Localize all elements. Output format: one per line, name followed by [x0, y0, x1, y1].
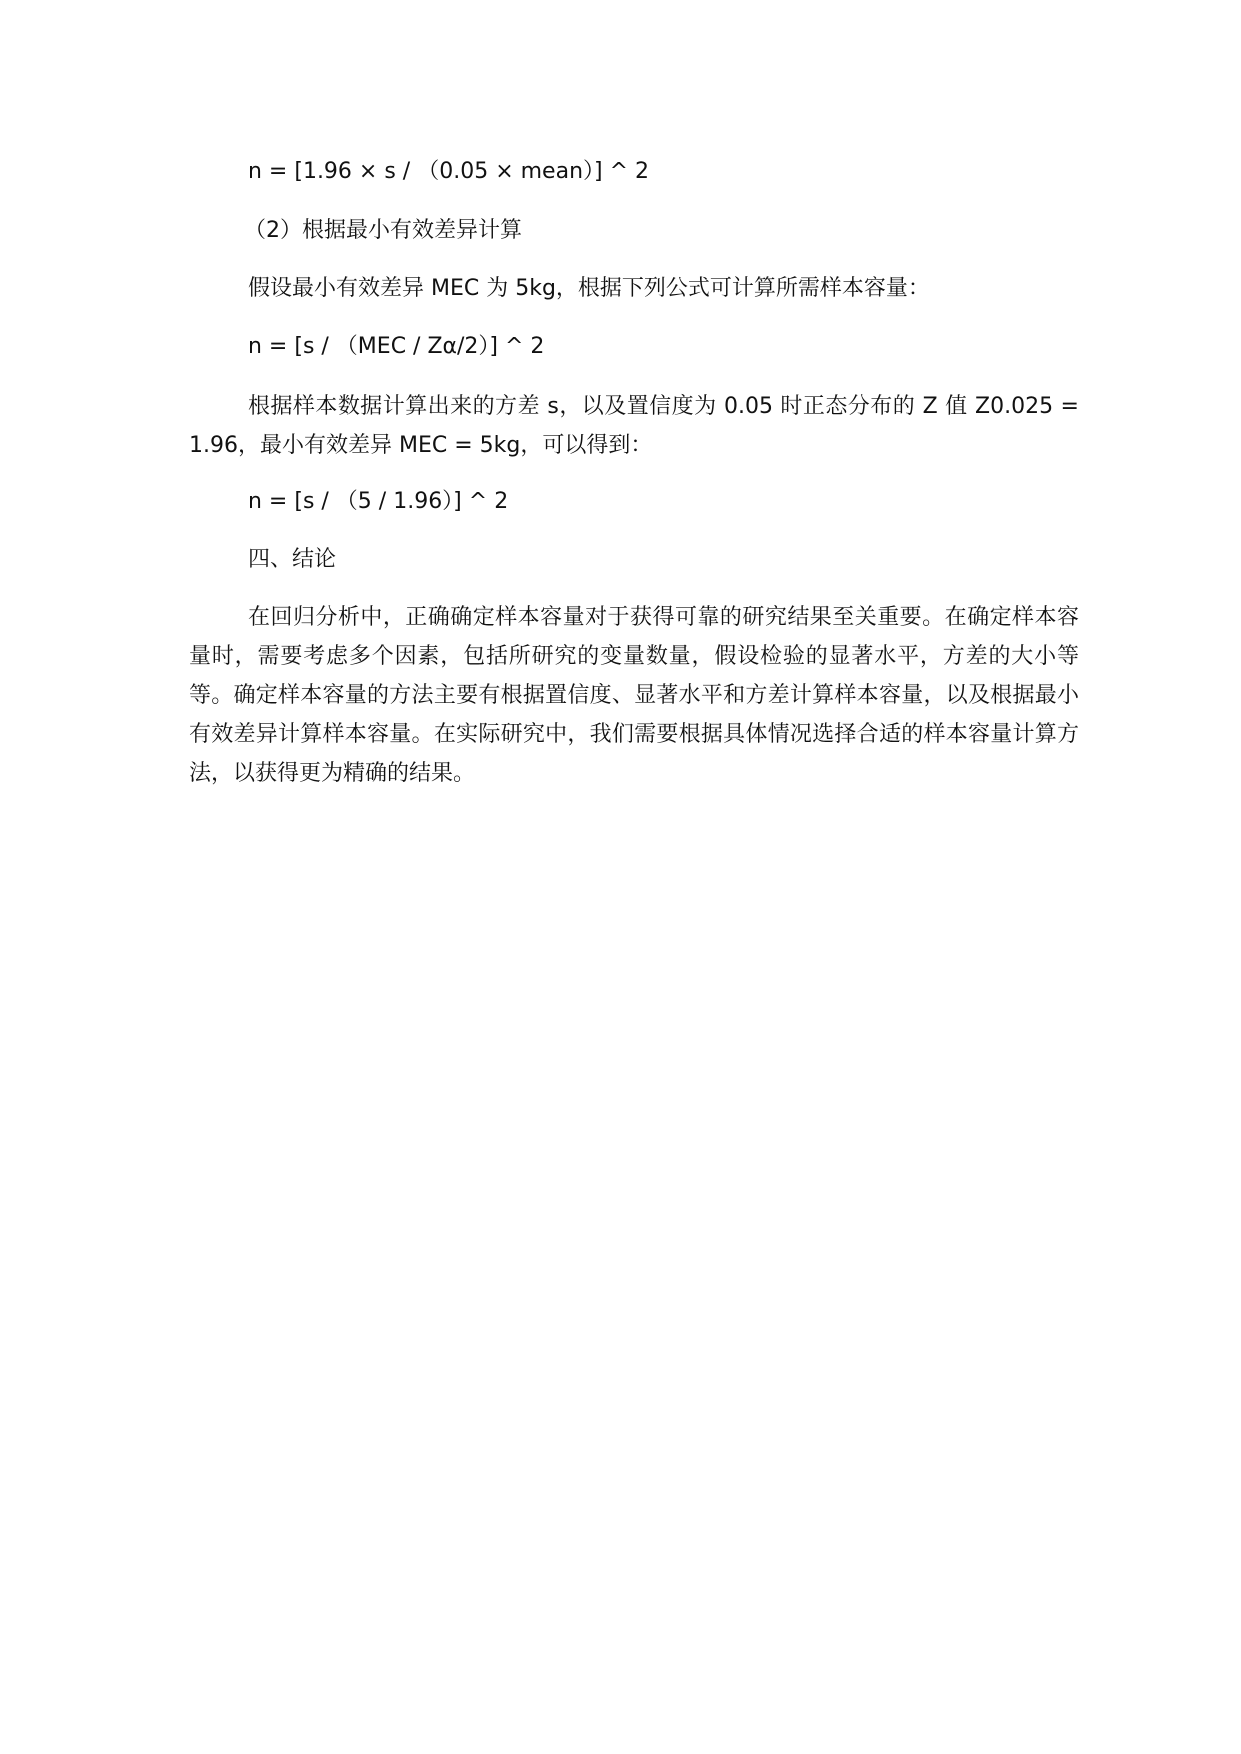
- subheading-mec-method: （2）根据最小有效差异计算: [244, 218, 522, 243]
- formula-sample-size-confidence: n = [1.96 × s / （0.05 × mean）] ^ 2: [248, 159, 650, 184]
- paragraph-variance-z-value: 根据样本数据计算出来的方差 s，以及置信度为 0.05 时正态分布的 Z 值 Z0.025 = 1.96，最小有效差异 MEC = 5kg，可以得到：: [189, 394, 1079, 458]
- section-heading-conclusion: 四、结论: [248, 547, 337, 572]
- formula-sample-size-numeric: n = [s / （5 / 1.96）] ^ 2: [248, 489, 509, 514]
- formula-sample-size-mec: n = [s / （MEC / Zα/2）] ^ 2: [248, 334, 545, 359]
- paragraph-mec-assumption: 假设最小有效差异 MEC 为 5kg，根据下列公式可计算所需样本容量：: [248, 276, 930, 301]
- paragraph-conclusion: 在回归分析中，正确确定样本容量对于获得可靠的研究结果至关重要。在确定样本容量时，需要考虑多个因素，包括所研究的变量数量，假设检验的显著水平，方差的大小等等。确定样本容量的方法主要有根据置信度、显著水平和方差计算样本容量，以及根据最小有效差异计算样本容量。在实际研究中，我们需要根据具体情况选择合适的样本容量计算方法，以获得更为精确的结果。: [189, 605, 1079, 786]
